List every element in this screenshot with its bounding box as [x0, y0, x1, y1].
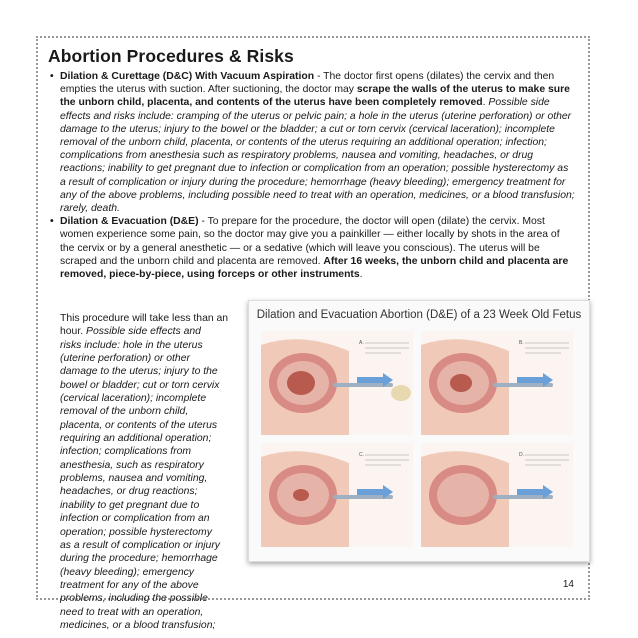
de-heading: Dilation & Evacuation (D&E) [60, 216, 199, 228]
list-item-de [50, 215, 576, 281]
text-line: bowel or bladder; cut or torn cervix [60, 379, 220, 391]
illustration-panel [261, 331, 413, 435]
text-line: (cervical laceration); incomplete [60, 393, 207, 405]
list-item-dc [50, 70, 576, 215]
text-line: (heavy bleeding); emergency [60, 566, 194, 578]
text-line: need to treat with an operation, [60, 606, 204, 618]
document-page [36, 36, 590, 631]
dc-intro: - The doctor first opens (dilates) the cervix and then empties the uterus with suction. After suctioning, the doctor may [60, 71, 555, 96]
dc-heading: Dilation & Curettage (D&C) With Vacuum Aspiration [60, 71, 315, 82]
dc-bold: scrape the walls of the uterus to make sure the unborn child, placenta, and contents of the uterus have been completely removed [60, 84, 570, 109]
text-line: infection; complications from [60, 446, 192, 458]
text-line: treatment for any of the above [60, 579, 199, 591]
panel-label: A. [359, 340, 364, 346]
text-line: problems, nausea and vomiting, [60, 473, 208, 485]
text-line: This procedure will take less than an [60, 313, 229, 324]
page-number: 14 [562, 579, 574, 590]
dc-after: . [482, 97, 489, 109]
de-continued-text [60, 312, 256, 632]
text-line: during the procedure; hemorrhage [60, 553, 218, 565]
de-intro: - To prepare for the procedure, the doctor will open (dilate) the cervix. Most women experience some pain, so the doctor may give you a painkiller — either locally by shots in the area of the cervix or by a general anesthetic — or a sedative (which will leave you conscious). The uterus will be scraped and the unborn child and placenta are removed. [60, 216, 560, 267]
panel-label: D. [519, 452, 524, 458]
de-bold: After 16 weeks, the unborn child and placenta are removed, piece-by-piece, using forceps or other instruments [60, 255, 569, 281]
illustration-panels [249, 301, 589, 561]
text-line: requiring an additional operation; [60, 433, 212, 445]
text-line: placenta, or contents of the uterus [60, 419, 218, 431]
dc-risks: Possible side effects and risks include: cramping of the uterus or pelvic pain; a hole in the uterus (uterine perforation) or other damage to the uterus; injury to the bowel or the bladder; a cut or torn cervix (cervical laceration); incomplete removal of the unborn child, placenta, or contents of the uterus requiring an additional operation; infection; complications from anesthesia such as respiratory problems, nausea and vomiting, headaches, or drug reactions; inability to get pregnant due to infection or complication from an operation; possible hysterectomy as a result of complication or injury during the procedure; hemorrhage (heavy bleeding); emergency treatment for any of the above problems, including possible need to treat with an operation, medicines, or a blood transfusion; rarely, death. [60, 97, 575, 215]
illustration-panel [421, 331, 573, 435]
text-line: headaches, or drug reactions; [60, 486, 198, 498]
text-line: medicines, or a blood transfusion; [60, 619, 216, 631]
text-line: infection or complication from an [60, 513, 210, 525]
illustration-panel [421, 443, 573, 547]
text-line: operation; possible hysterectomy [60, 526, 212, 538]
de-after: . [359, 269, 363, 281]
text-line: as a result of complication or injury [60, 539, 220, 551]
text-line: removal of the unborn child, [60, 406, 189, 418]
bullet: • [50, 216, 54, 228]
text-line: anesthesia, such as respiratory [60, 459, 204, 471]
document-body [50, 70, 576, 281]
text-line: problems, including the possible [60, 593, 208, 605]
text-line: risks include: hole in the uterus [60, 339, 203, 351]
page-title: Abortion Procedures & Risks [48, 46, 294, 66]
text-line: hour. Possible side effects and [60, 326, 201, 338]
text-line: damage to the uterus; injury to the [60, 366, 218, 378]
text-line: (uterine perforation) or other [60, 353, 190, 365]
bullet: • [50, 71, 54, 82]
panel-label: B. [519, 340, 524, 346]
illustration-panel [261, 443, 413, 547]
medical-illustration [248, 300, 590, 562]
panel-label: C. [359, 452, 364, 458]
figure-title: Dilation and Evacuation Abortion (D&E) of a 23 Week Old Fetus [256, 309, 582, 321]
text-line: inability to get pregnant due to [60, 499, 200, 511]
